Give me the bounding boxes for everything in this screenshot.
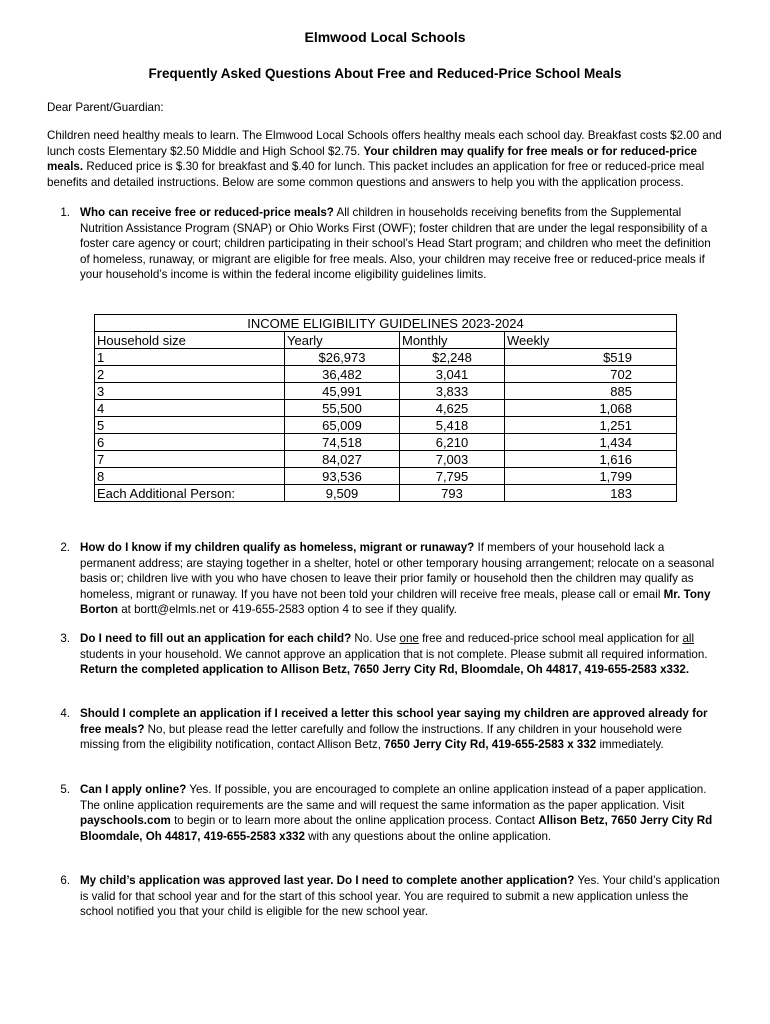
question-5: Can I apply online? <box>80 783 187 796</box>
question-2: How do I know if my children qualify as homeless, migrant or runaway? <box>80 541 475 554</box>
question-6: My child’s application was approved last year. Do I need to complete another application? <box>80 874 575 887</box>
table-cell: 1,251 <box>505 417 677 434</box>
table-row <box>95 383 677 400</box>
question-1: Who can receive free or reduced-price meals? <box>80 206 334 219</box>
table-row <box>95 400 677 417</box>
answer-1: All children in households receiving benefits from the Supplemental Nutrition Assistance Program (SNAP) or Ohio Works First (OWF); foster children that are under the legal responsibility of a foster care agency or court; children participating in their school’s Head Start program; and children who meet the definition of homeless, runaway, or migrant are eligible for free meals. Also, your children may receive free or reduced-price meals if your household’s income is within the federal income eligibility guidelines limits. <box>80 206 711 282</box>
table-row <box>95 349 677 366</box>
table-cell: 3,041 <box>400 366 505 383</box>
table-cell: $519 <box>505 349 677 366</box>
table-cell: 5,418 <box>400 417 505 434</box>
intro-paragraph: Children need healthy meals to learn. The Elmwood Local Schools offers healthy meals each school day. Breakfast costs $2.00 and lunch costs Elementary $2.50 Middle and High School $2.75. Your children may qualify for free meals or for reduced-price meals. Reduced price is $.30 for breakfast and $.40 for lunch. This packet includes an application for free or reduced-price meal benefits and detailed instructions. Below are some common questions and answers to help you with the application process. <box>47 129 722 189</box>
table-cell: 1 <box>95 349 285 366</box>
table-row <box>95 366 677 383</box>
table-cell: 7,795 <box>400 468 505 485</box>
table-cell: 55,500 <box>285 400 400 417</box>
table-row <box>95 451 677 468</box>
table-cell: 5 <box>95 417 285 434</box>
school-name-heading: Elmwood Local Schools <box>304 29 466 45</box>
faq-title: Frequently Asked Questions About Free and Reduced-Price School Meals <box>148 66 622 81</box>
table-cell: 45,991 <box>285 383 400 400</box>
table-cell: 74,518 <box>285 434 400 451</box>
income-eligibility-table <box>94 314 677 502</box>
table-cell: 183 <box>505 485 677 502</box>
table-cell: 6,210 <box>400 434 505 451</box>
table-header-row <box>95 332 677 349</box>
table-cell: 1,799 <box>505 468 677 485</box>
table-cell: 9,509 <box>285 485 400 502</box>
table-cell: 1,068 <box>505 400 677 417</box>
table-cell: 8 <box>95 468 285 485</box>
table-cell: $26,973 <box>285 349 400 366</box>
table-cell: 1,434 <box>505 434 677 451</box>
column-header: Weekly <box>505 332 677 349</box>
question-3: Do I need to fill out an application for each child? <box>80 632 352 645</box>
table-cell: 4 <box>95 400 285 417</box>
column-header: Household size <box>95 332 285 349</box>
greeting: Dear Parent/Guardian: <box>47 101 164 114</box>
table-cell: 84,027 <box>285 451 400 468</box>
table-cell: 3,833 <box>400 383 505 400</box>
table-cell: 793 <box>400 485 505 502</box>
table-cell: 7,003 <box>400 451 505 468</box>
table-cell: 36,482 <box>285 366 400 383</box>
table-cell: 65,009 <box>285 417 400 434</box>
table-caption: INCOME ELIGIBILITY GUIDELINES 2023-2024 <box>95 315 677 332</box>
table-cell: 3 <box>95 383 285 400</box>
table-row <box>95 468 677 485</box>
table-cell: 1,616 <box>505 451 677 468</box>
question-4: Should I complete an application if I received a letter this school year saying my children are approved already for free meals? <box>80 707 708 736</box>
table-cell: 6 <box>95 434 285 451</box>
column-header: Monthly <box>400 332 505 349</box>
table-cell: 93,536 <box>285 468 400 485</box>
table-cell: $2,248 <box>400 349 505 366</box>
table-row <box>95 434 677 451</box>
table-row <box>95 417 677 434</box>
table-cell: 4,625 <box>400 400 505 417</box>
table-cell: 702 <box>505 366 677 383</box>
table-cell: Each Additional Person: <box>95 485 285 502</box>
table-row <box>95 485 677 502</box>
table-cell: 2 <box>95 366 285 383</box>
column-header: Yearly <box>285 332 400 349</box>
table-cell: 885 <box>505 383 677 400</box>
table-cell: 7 <box>95 451 285 468</box>
document-page: Elmwood Local Schools Frequently Asked Questions About Free and Reduced-Price School Meals Dear Parent/Guardian: Children need healthy meals to learn. The Elmwood Local Schools offers healthy meals each school day. Breakfast costs $2.00 and lunch costs Elementary $2.50 Middle and High School $2.75. Your children may qualify for free meals or for reduced-price meals. Reduced price is $.30 for breakfast and $.40 for lunch. This packet includes an application for free or reduced-price meal benefits and detailed instructions. Below are some common questions and answers to help you with the application process. 1. Who can receive free or reduced-price meals? All children in households receiving benefits from the Supplemental Nutrition Assistance Program (SNAP) or Ohio Works First (OWF); foster children that are under the legal responsibility of a foster care agency or court; children participating in their school’s Head Start program; and children who meet the definition of homeless, runaway, or migrant are eligible for free meals. Also, your children may receive free or reduced-price meals if your household’s income is within the federal income eligibility guidelines limits. INCOME ELIGIBILITY GUIDELINES 2023-2024 Household size Yearly Monthly Weekly 1 $26,973 $2,248 $519 2 36,482 3,041 702 3 45,991 3,833 885 4 55,500 4,625 1,068 5 65,009 5,418 1,251 6 74,518 6,210 1,434 7 84,027 7,003 1,616 8 93,536 7,795 1,799 Each Additional Person: 9,509 793 183 2. How do I know if my children qualify as homeless, migrant or runaway? If members of your household lack a permanent address; are staying together in a shelter, hotel or other temporary housing arrangement; relocate on a seasonal basis or; children live with you who have chosen to leave their prior family or household then the children may qualify as homeless, migrant or runaway. If you have not been told your children will receive free meals, please call or email Mr. Tony Borton at bortt@elmls.net or 419-655-2583 option 4 to see if they qualify. 3. Do I need to fill out an application for each child? No. Use one free and reduced-price school meal application for all students in your household. We cannot approve an application that is not complete. Please submit all required information. Return the completed application to Allison Betz, 7650 Jerry City Rd, Bloomdale, Oh 44817, 419-655-2583 x332. 4. Should I complete an application if I received a letter this school year saying my children are approved already for free meals? No, but please read the letter carefully and follow the instructions. If any children in your household were missing from the eligibility notification, contact Allison Betz, 7650 Jerry City Rd, 419-655-2583 x 332 immediately. 5. Can I apply online? Yes. If possible, you are encouraged to complete an online application instead of a paper application. The online application requirements are the same and will request the same information as the paper application. Visit payschools.com to begin or to learn more about the online application process. Contact Allison Betz, 7650 Jerry City Rd Bloomdale, Oh 44817, 419-655-2583 x332 with any questions about the online application. 6. My child’s application was approved last year. Do I need to complete another application? Yes. Your child’s application is valid for that school year and for the start of this school year. You are required to submit a new application unless the school notified you that your child is eligible for the new school year. <box>0 0 770 1024</box>
